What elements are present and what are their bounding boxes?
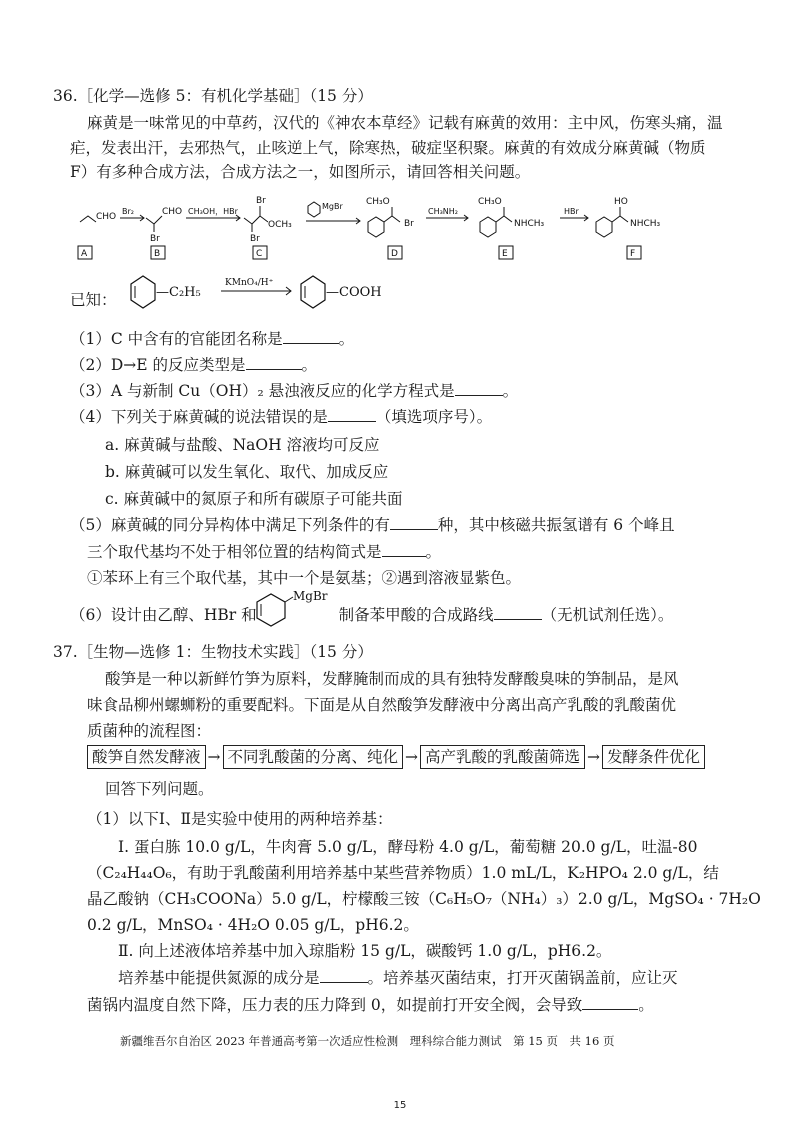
- f-nhch3: NHCH₃: [630, 219, 661, 229]
- label-b: B: [154, 249, 161, 259]
- synthesis-scheme: [70, 194, 730, 264]
- label-c: C: [256, 249, 263, 259]
- answer-blank: [283, 329, 339, 344]
- d-br: Br: [404, 219, 414, 229]
- d-ch3o: CH₃O: [366, 197, 390, 207]
- answer-blank: [390, 515, 438, 530]
- q36-part-5-conditions: ①苯环上有三个取代基，其中一个是氨基；②遇到溶液显紫色。: [87, 569, 522, 587]
- known-reagent: KMnO₄/H⁺: [225, 278, 274, 288]
- answer-blank: [382, 542, 426, 557]
- label-a: A: [81, 249, 88, 259]
- q36-part-1: （1）C 中含有的官能团名称是 。: [70, 330, 355, 348]
- answer-blank: [246, 355, 302, 370]
- known-label: 已知：: [70, 291, 117, 309]
- label-f: F: [630, 249, 636, 259]
- c-br-bottom: Br: [250, 234, 260, 244]
- reagent-ch3oh-hbr: CH₃OH，HBr: [188, 207, 238, 216]
- b-br-label: Br: [150, 234, 160, 244]
- reagent-ch3nh2: CH₃NH₂: [428, 207, 459, 216]
- flow-chart: 酸笋自然发酵液 → 不同乳酸菌的分离、纯化 → 高产乳酸的乳酸菌筛选 → 发酵条件优化: [87, 745, 705, 767]
- answer-blank: [494, 605, 542, 620]
- reagent-br2: Br₂: [122, 207, 134, 216]
- flow-step-3: 高产乳酸的乳酸菌筛选: [420, 745, 585, 769]
- q36-part-4: （4）下列关于麻黄碱的说法错误的是 （填选项序号）。: [70, 408, 493, 426]
- label-e: E: [502, 249, 508, 259]
- c-och3: OCH₃: [268, 220, 292, 230]
- q37-part-1: （1）以下Ⅰ、Ⅱ是实验中使用的两种培养基：: [87, 810, 393, 828]
- b-cho-label: CHO: [162, 207, 183, 217]
- q36-part-2: （2）D→E 的反应类型是 。: [70, 356, 318, 374]
- q37-intro-line-1: 酸笋是一种以新鲜竹笋为原料，发酵腌制而成的具有独特发酵酸臭味的笋制品，是风: [105, 670, 679, 688]
- flow-step-1: 酸笋自然发酵液: [87, 745, 206, 769]
- reagent-hbr: HBr: [564, 207, 579, 216]
- medium-1-line-2: （C₂₄H₄₄O₆，有助于乳酸菌利用培养基中某些营养物质）1.0 mL/L，K₂HPO₄ 2.0 g/L，结: [87, 864, 719, 882]
- page-number: 15: [393, 1100, 407, 1111]
- known-cooh: —COOH: [326, 285, 382, 300]
- q36-part-5: （5）麻黄碱的同分异构体中满足下列条件的有 种，其中核磁共振氢谱有 6 个峰且: [70, 516, 675, 534]
- medium-2: Ⅱ. 向上述液体培养基中加入琼脂粉 15 g/L，碳酸钙 1.0 g/L，pH6.2。: [118, 942, 612, 960]
- page-footer: 新疆维吾尔自治区 2023 年普通高考第一次适应性检测 理科综合能力测试 第 15 页 共 16 页: [120, 1034, 615, 1048]
- q36-part-3: （3）A 与新制 Cu（OH）₂ 悬浊液反应的化学方程式是 。: [70, 382, 519, 400]
- q36-intro-line-2: 疟，发表出汗，去邪热气，止咳逆上气，除寒热，破症坚积聚。麻黄的有效成分麻黄碱（物质: [70, 139, 706, 157]
- medium-1-line-4: 0.2 g/L，MnSO₄ · 4H₂O 0.05 g/L，pH6.2。: [87, 916, 419, 934]
- known-c2h5: —C₂H₅: [156, 285, 201, 300]
- q36-intro-line-1: 麻黄是一味常见的中草药，汉代的《神农本草经》记载有麻黄的效用：主中风，伤寒头痛，温: [87, 114, 723, 132]
- q36-option-a: a. 麻黄碱与盐酸、NaOH 溶液均可反应: [105, 436, 380, 454]
- q37-part-1-question-line-2: 菌锅内温度自然下降，压力表的压力降到 0，如提前打开安全阀，会导致 。: [87, 996, 654, 1014]
- flow-step-4: 发酵条件优化: [602, 745, 705, 769]
- answer-blank: [455, 381, 503, 396]
- answer-prompt: 回答下列问题。: [105, 780, 214, 798]
- q37-intro-line-3: 质菌种的流程图：: [87, 722, 212, 740]
- q36-option-c: c. 麻黄碱中的氮原子和所有碳原子可能共面: [105, 490, 403, 508]
- answer-blank: [320, 968, 368, 983]
- question-36-header: 36.［化学—选修 5：有机化学基础］（15 分）: [53, 87, 373, 105]
- q37-part-1-question: 培养基中能提供氮源的成分是 。培养基灭菌结束，打开灭菌锅盖前，应让灭: [118, 969, 678, 987]
- q36-intro-line-3: F）有多种合成方法，合成方法之一，如图所示，请回答相关问题。: [70, 163, 531, 181]
- medium-1-line-3: 晶乙酸钠（CH₃COONa）5.0 g/L，柠檬酸三铵（C₆H₅O₇（NH₄）₃）2.0 g/L，MgSO₄ · 7H₂O: [87, 890, 761, 908]
- f-ho: HO: [614, 197, 628, 207]
- q36-part-6: （6）设计由乙醇、HBr 和 制备苯甲酸的合成路线 （无机试剂任选）。: [70, 606, 674, 624]
- q36-option-b: b. 麻黄碱可以发生氧化、取代、加成反应: [105, 463, 389, 481]
- e-nhch3: NHCH₃: [514, 219, 545, 229]
- reagent-mgbr: MgBr: [322, 202, 343, 211]
- mgbr-label: MgBr: [293, 590, 328, 603]
- a-cho-label: CHO: [96, 212, 117, 222]
- answer-blank: [582, 995, 638, 1010]
- q37-intro-line-2: 味食品柳州螺蛳粉的重要配料。下面是从自然酸笋发酵液中分离出高产乳酸的乳酸菌优: [87, 696, 677, 714]
- medium-1-line-1: Ⅰ. 蛋白胨 10.0 g/L，牛肉膏 5.0 g/L，酵母粉 4.0 g/L，葡萄糖 20.0 g/L，吐温-80: [118, 838, 698, 856]
- phenyl-mgbr-structure: [253, 590, 335, 630]
- c-br-top: Br: [256, 196, 266, 206]
- known-reaction: [125, 272, 445, 312]
- e-ch3o: CH₃O: [478, 197, 502, 207]
- answer-blank: [328, 407, 376, 422]
- q36-part-5-line-2: 三个取代基均不处于相邻位置的结构简式是 。: [87, 543, 442, 561]
- flow-step-2: 不同乳酸菌的分离、纯化: [223, 745, 404, 769]
- question-37-header: 37.［生物—选修 1：生物技术实践］（15 分）: [53, 643, 373, 661]
- label-d: D: [391, 249, 398, 259]
